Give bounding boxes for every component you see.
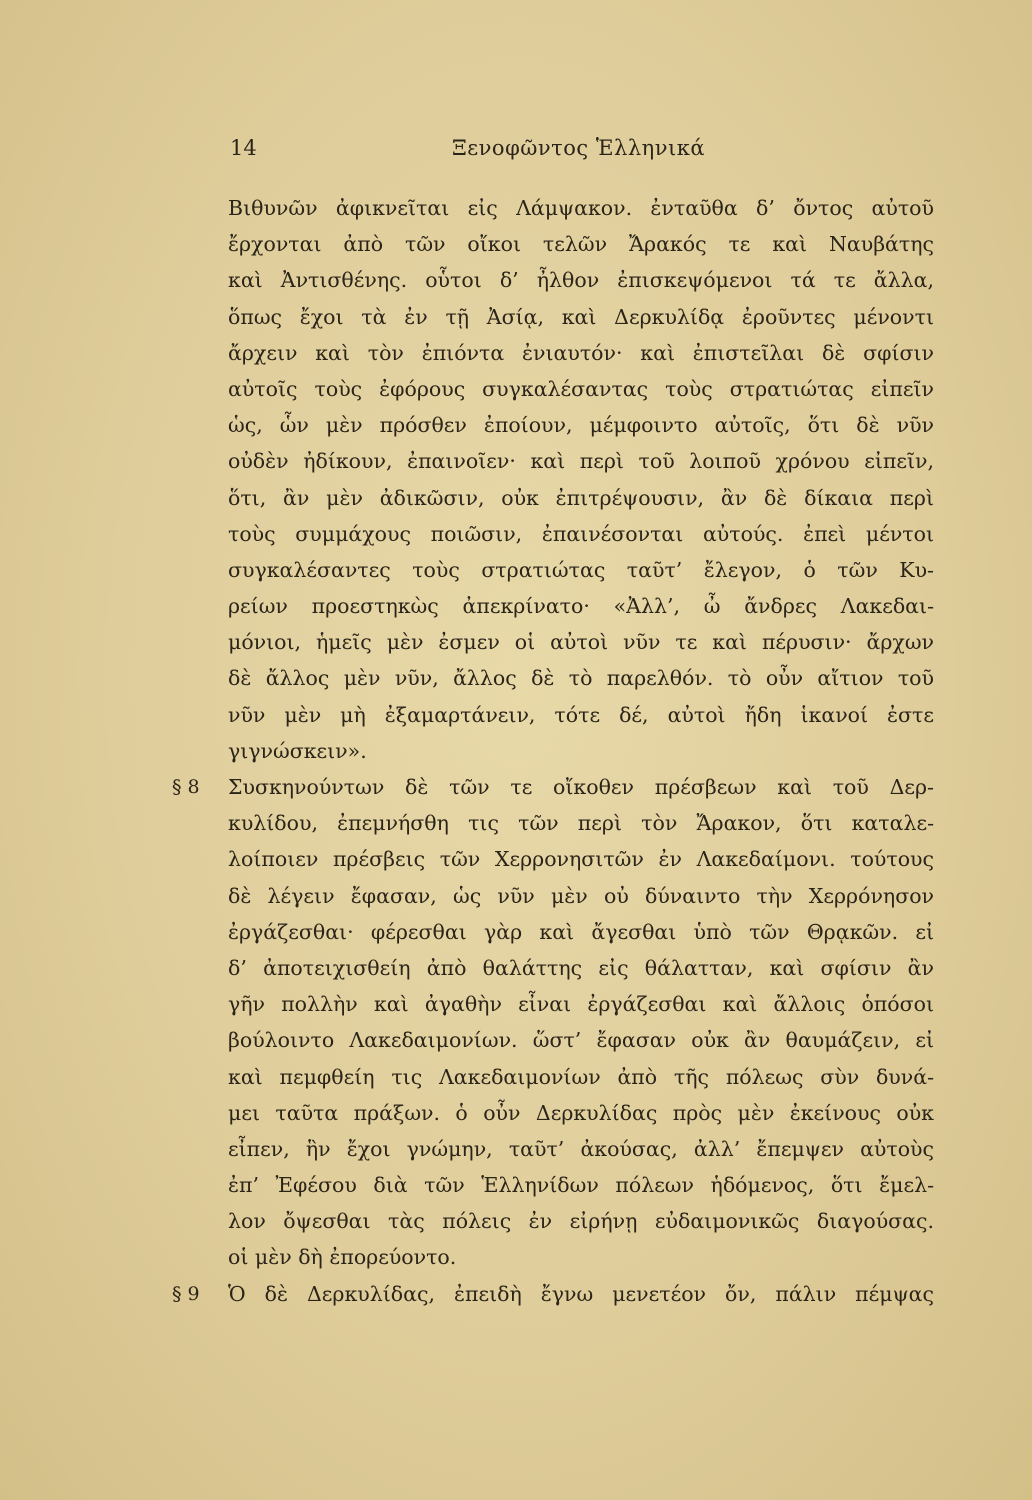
line-text: καὶ Ἀντισθένης. οὗτοι δ’ ἦλθον ἐπισκεψόμενοι τά τε ἄλλα,	[228, 268, 934, 293]
line-text: τοὺς συμμάχους ποιῶσιν, ἐπαινέσονται αὐτούς. ἐπεὶ μέντοι	[228, 521, 934, 546]
text-line	[0, 1095, 1032, 1131]
line-text: ὅπως ἔχοι τὰ ἐν τῇ Ἀσίᾳ, καὶ Δερκυλίδᾳ ἐροῦντες μένοντι	[228, 304, 934, 329]
text-line	[0, 552, 1032, 588]
line-text: γιγνώσκειν».	[228, 738, 367, 763]
text-line	[0, 1239, 1032, 1275]
line-text: βούλοιντο Λακεδαιμονίων. ὥστ’ ἔφασαν οὐκ ἂν θαυμάζειν, εἰ	[228, 1028, 934, 1053]
text-line	[0, 1059, 1032, 1095]
line-text: ἔρχονται ἀπὸ τῶν οἴκοι τελῶν Ἄρακός τε καὶ Ναυβάτης	[228, 232, 934, 257]
line-text: δὲ ἄλλος μὲν νῦν, ἄλλος δὲ τὸ παρελθόν. τὸ οὖν αἴτιον τοῦ	[228, 666, 934, 691]
text-line	[0, 733, 1032, 769]
text-line	[0, 335, 1032, 371]
text-line	[0, 660, 1032, 696]
text-line	[0, 516, 1032, 552]
text-line	[0, 588, 1032, 624]
section-number: § 8	[172, 776, 200, 798]
line-text: ἐπ’ Ἐφέσου διὰ τῶν Ἑλληνίδων πόλεων ἡδόμενος, ὅτι ἔμελ-	[228, 1173, 934, 1198]
text-line	[0, 1276, 1032, 1312]
text-line	[0, 299, 1032, 335]
body-text	[0, 190, 1032, 1312]
line-text: εἶπεν, ἣν ἔχοι γνώμην, ταῦτ’ ἀκούσας, ἀλλ’ ἔπεμψεν αὐτοὺς	[228, 1136, 934, 1161]
line-text: συγκαλέσαντες τοὺς στρατιώτας ταῦτ’ ἔλεγον, ὁ τῶν Κυ-	[228, 557, 934, 582]
line-text: ὡς, ὧν μὲν πρόσθεν ἐποίουν, μέμφοιντο αὐτοῖς, ὅτι δὲ νῦν	[228, 413, 934, 438]
line-text: λον ὄψεσθαι τὰς πόλεις ἐν εἰρήνῃ εὐδαιμονικῶς διαγούσας.	[228, 1209, 934, 1234]
text-line	[0, 262, 1032, 298]
line-text: ἄρχειν καὶ τὸν ἐπιόντα ἐνιαυτόν· καὶ ἐπιστεῖλαι δὲ σφίσιν	[228, 340, 934, 365]
text-line	[0, 1131, 1032, 1167]
line-text: καὶ πεμφθείη τις Λακεδαιμονίων ἀπὸ τῆς πόλεως σὺν δυνά-	[228, 1064, 934, 1089]
line-text: οἱ μὲν δὴ ἐπορεύοντο.	[228, 1245, 457, 1270]
text-line	[0, 226, 1032, 262]
line-text: ἐργάζεσθαι· φέρεσθαι γὰρ καὶ ἄγεσθαι ὑπὸ τῶν Θρᾳκῶν. εἰ	[228, 919, 934, 944]
running-title: Ξενοφῶντος Ἑλληνικά	[452, 136, 706, 160]
page-header	[0, 136, 1032, 168]
text-line	[0, 1167, 1032, 1203]
text-line	[0, 697, 1032, 733]
text-line	[0, 878, 1032, 914]
text-line	[0, 914, 1032, 950]
line-text: μόνιοι, ἡμεῖς μὲν ἐσμεν οἱ αὐτοὶ νῦν τε καὶ πέρυσιν· ἄρχων	[228, 630, 934, 655]
section-number: § 9	[172, 1282, 200, 1305]
line-text: νῦν μὲν μὴ ἐξαμαρτάνειν, τότε δέ, αὐτοὶ ἤδη ἱκανοί ἐστε	[228, 702, 934, 727]
line-text: γῆν πολλὴν καὶ ἀγαθὴν εἶναι ἐργάζεσθαι καὶ ἄλλοις ὁπόσοι	[228, 992, 934, 1017]
text-line	[0, 805, 1032, 841]
line-text: Ὁ δὲ Δερκυλίδας, ἐπειδὴ ἔγνω μενετέον ὄν, πάλιν πέμψας	[228, 1281, 934, 1306]
line-text: οὐδὲν ἠδίκουν, ἐπαινοῖεν· καὶ περὶ τοῦ λοιποῦ χρόνου εἰπεῖν,	[228, 449, 934, 474]
line-text: δὲ λέγειν ἔφασαν, ὡς νῦν μὲν οὐ δύναιντο τὴν Χερρόνησον	[228, 883, 934, 908]
text-line	[0, 624, 1032, 660]
line-text: Συσκηνούντων δὲ τῶν τε οἴκοθεν πρέσβεων καὶ τοῦ Δερ-	[228, 775, 934, 799]
line-text: Βιθυνῶν ἀφικνεῖται εἰς Λάμψακον. ἐνταῦθα δ’ ὄντος αὐτοῦ	[228, 196, 934, 220]
line-text: μει ταῦτα πράξων. ὁ οὖν Δερκυλίδας πρὸς μὲν ἐκείνους οὐκ	[228, 1100, 934, 1125]
line-text: ρείων προεστηκὼς ἀπεκρίνατο· «Ἀλλ’, ὦ ἄνδρες Λακεδαι-	[228, 594, 934, 619]
text-line	[0, 407, 1032, 443]
line-text: δ’ ἀποτειχισθείη ἀπὸ θαλάττης εἰς θάλατταν, καὶ σφίσιν ἂν	[228, 955, 934, 980]
line-text: αὐτοῖς τοὺς ἐφόρους συγκαλέσαντας τοὺς στρατιώτας εἰπεῖν	[228, 376, 934, 401]
text-line	[0, 190, 1032, 226]
text-line	[0, 1022, 1032, 1058]
text-line	[0, 443, 1032, 479]
text-line	[0, 480, 1032, 516]
text-line	[0, 841, 1032, 877]
text-line	[0, 1203, 1032, 1239]
line-text: ὅτι, ἂν μὲν ἀδικῶσιν, οὐκ ἐπιτρέψουσιν, ἂν δὲ δίκαια περὶ	[228, 485, 934, 510]
page-number: 14	[230, 136, 257, 160]
text-line	[0, 371, 1032, 407]
text-line	[0, 986, 1032, 1022]
text-line	[0, 769, 1032, 805]
line-text: λοίποιεν πρέσβεις τῶν Χερρονησιτῶν ἐν Λακεδαίμονι. τούτους	[228, 847, 934, 872]
text-line	[0, 950, 1032, 986]
line-text: κυλίδου, ἐπεμνήσθη τις τῶν περὶ τὸν Ἄρακον, ὅτι καταλε-	[228, 811, 934, 836]
